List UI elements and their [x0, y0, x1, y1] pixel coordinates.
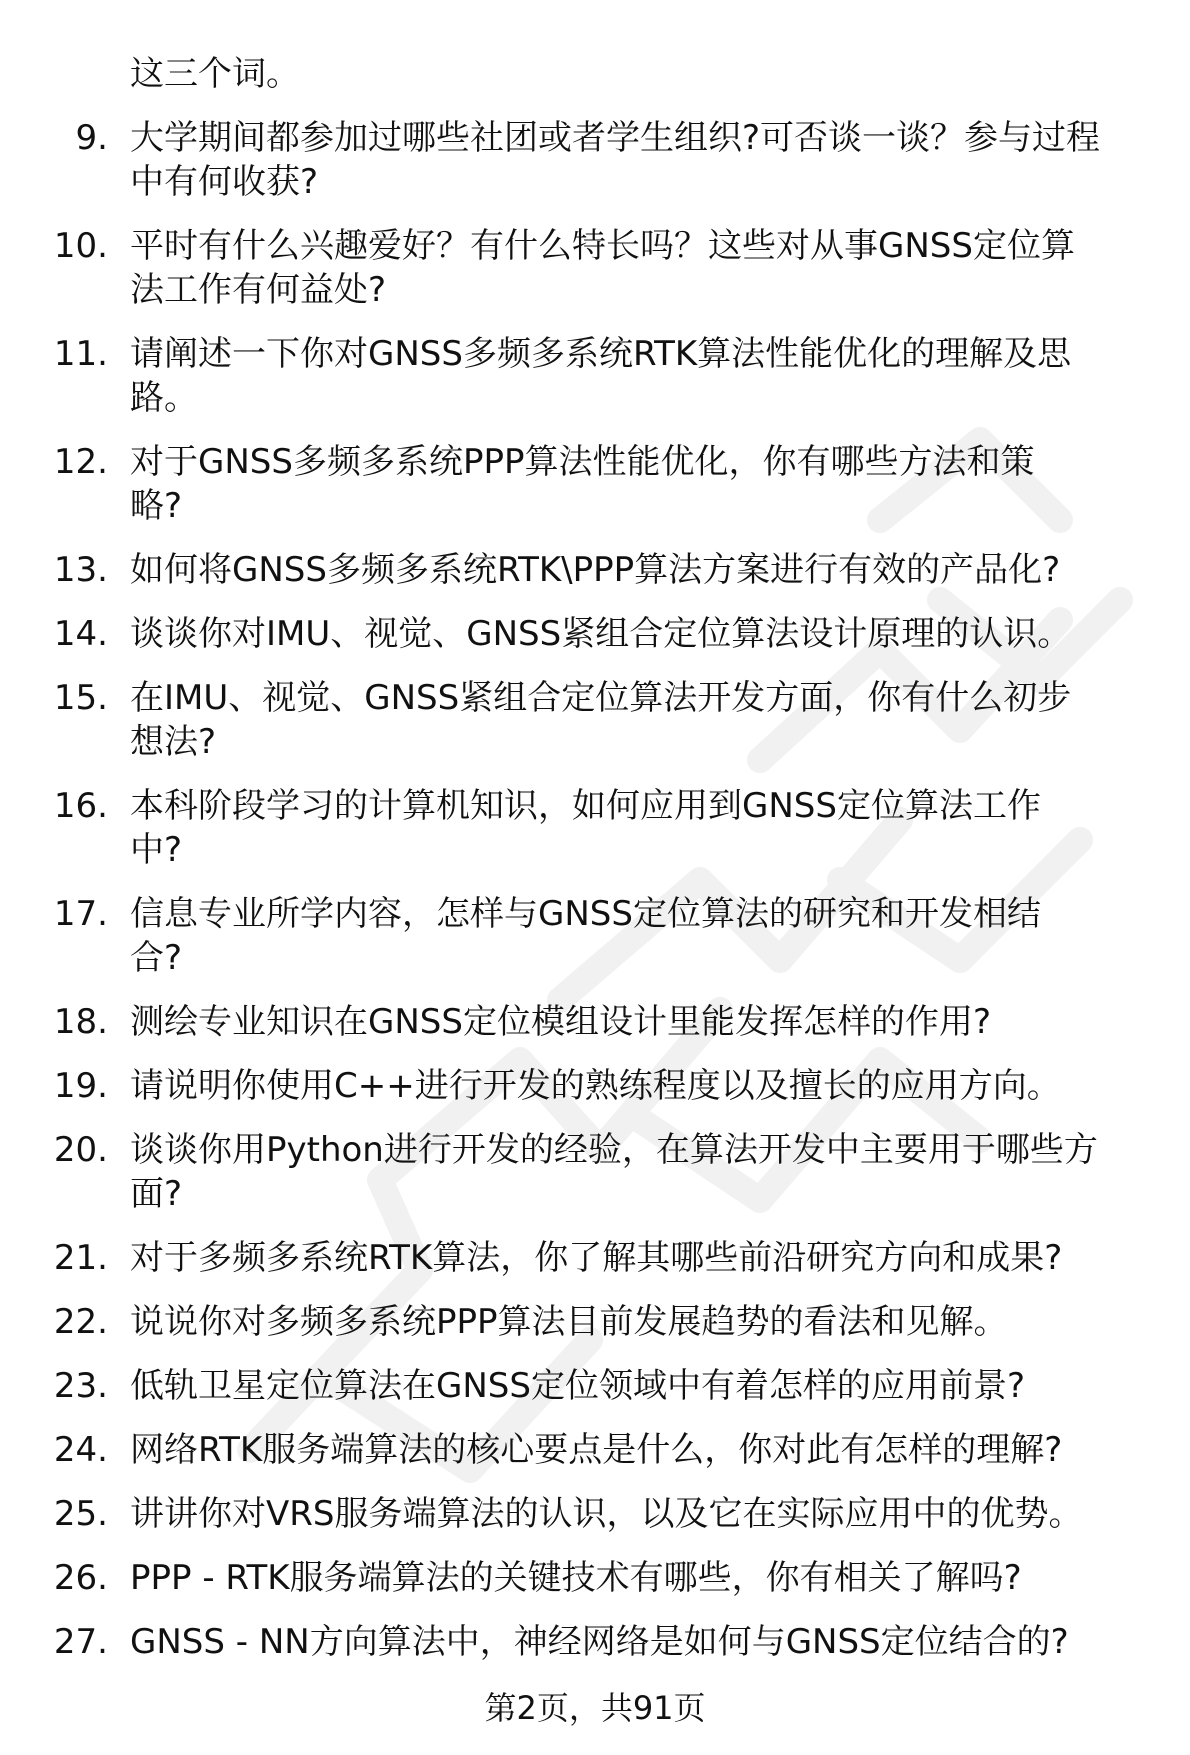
- list-item: [0, 1428, 1190, 1472]
- list-item: [0, 1000, 1190, 1044]
- list-item: [0, 1064, 1190, 1108]
- question-text: 谈谈你对IMU、视觉、GNSS紧组合定位算法设计原理的认识。: [130, 614, 1072, 654]
- question-number: 25.: [53, 1494, 108, 1534]
- question-number: 26.: [53, 1558, 108, 1598]
- question-number: 11.: [53, 334, 108, 374]
- list-item: [0, 224, 1190, 312]
- question-text: 如何将GNSS多频多系统RTK\PPP算法方案进行有效的产品化?: [130, 550, 1061, 590]
- list-item: [0, 548, 1190, 592]
- question-text: 平时有什么兴趣爱好？有什么特长吗？这些对从事GNSS定位算 法工作有何益处?: [130, 226, 1075, 310]
- question-number: 9.: [75, 118, 108, 158]
- question-number: 13.: [53, 550, 108, 590]
- list-item: [0, 440, 1190, 528]
- question-number: 18.: [53, 1002, 108, 1042]
- question-text: 对于GNSS多频多系统PPP算法性能优化，你有哪些方法和策 略?: [130, 442, 1035, 526]
- list-item: [0, 1364, 1190, 1408]
- list-item: [0, 612, 1190, 656]
- question-number: 19.: [53, 1066, 108, 1106]
- list-item: [0, 1556, 1190, 1600]
- list-item: [0, 892, 1190, 980]
- question-number: 20.: [53, 1130, 108, 1170]
- question-number: 22.: [53, 1302, 108, 1342]
- question-number: 16.: [53, 786, 108, 826]
- question-text: GNSS - NN方向算法中，神经网络是如何与GNSS定位结合的?: [130, 1622, 1069, 1662]
- question-number: 24.: [53, 1430, 108, 1470]
- continued-text: 这三个词。: [130, 54, 300, 94]
- question-text: 本科阶段学习的计算机知识，如何应用到GNSS定位算法工作 中?: [130, 786, 1041, 870]
- question-text: 讲讲你对VRS服务端算法的认识，以及它在实际应用中的优势。: [130, 1494, 1083, 1534]
- list-item: [0, 332, 1190, 420]
- list-item: [0, 1128, 1190, 1216]
- question-text: 请阐述一下你对GNSS多频多系统RTK算法性能优化的理解及思 路。: [130, 334, 1072, 418]
- question-number: 12.: [53, 442, 108, 482]
- question-number: 15.: [53, 678, 108, 718]
- question-text: 说说你对多频多系统PPP算法目前发展趋势的看法和见解。: [130, 1302, 1008, 1342]
- question-text: 在IMU、视觉、GNSS紧组合定位算法开发方面，你有什么初步 想法?: [130, 678, 1072, 762]
- question-text: 请说明你使用C++进行开发的熟练程度以及擅长的应用方向。: [130, 1066, 1061, 1106]
- question-text: 网络RTK服务端算法的核心要点是什么，你对此有怎样的理解?: [130, 1430, 1063, 1470]
- question-number: 17.: [53, 894, 108, 934]
- list-item: [0, 676, 1190, 764]
- question-text: PPP - RTK服务端算法的关键技术有哪些，你有相关了解吗?: [130, 1558, 1022, 1598]
- list-item: [0, 1236, 1190, 1280]
- question-text: 测绘专业知识在GNSS定位模组设计里能发挥怎样的作用?: [130, 1002, 991, 1042]
- question-text: 大学期间都参加过哪些社团或者学生组织?可否谈一谈？参与过程 中有何收获?: [130, 118, 1101, 202]
- list-item: [0, 784, 1190, 872]
- question-number: 21.: [53, 1238, 108, 1278]
- page-footer: 第2页，共91页: [484, 1689, 706, 1727]
- question-text: 低轨卫星定位算法在GNSS定位领域中有着怎样的应用前景?: [130, 1366, 1025, 1406]
- question-text: 谈谈你用Python进行开发的经验，在算法开发中主要用于哪些方 面?: [130, 1130, 1098, 1214]
- question-number: 10.: [53, 226, 108, 266]
- list-item: [0, 1492, 1190, 1536]
- question-text: 对于多频多系统RTK算法，你了解其哪些前沿研究方向和成果?: [130, 1238, 1063, 1278]
- question-number: 14.: [53, 614, 108, 654]
- question-number: 27.: [53, 1622, 108, 1662]
- list-item: [0, 116, 1190, 204]
- list-item: [0, 1300, 1190, 1344]
- question-text: 信息专业所学内容，怎样与GNSS定位算法的研究和开发相结 合?: [130, 894, 1041, 978]
- list-item: [0, 1620, 1190, 1664]
- question-list: [0, 116, 1190, 1684]
- question-number: 23.: [53, 1366, 108, 1406]
